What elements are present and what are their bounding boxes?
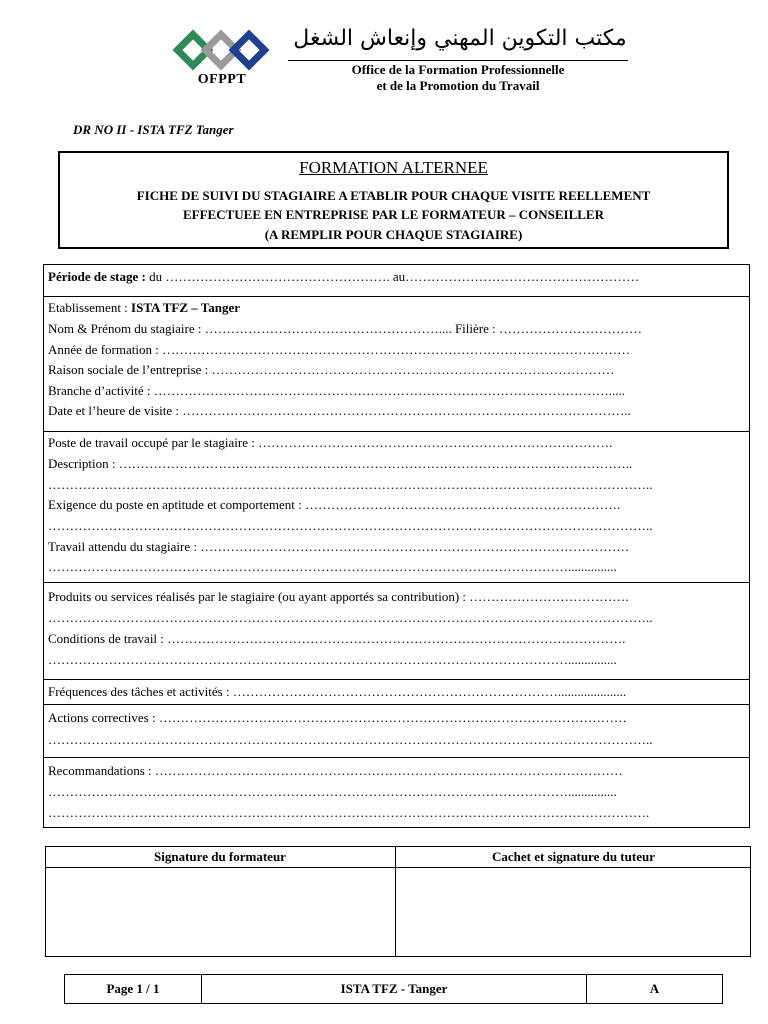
section-etablissement bbox=[44, 297, 749, 432]
description-field[interactable]: Description : ……………………………………………………………………………………………………….. bbox=[48, 456, 633, 471]
recommandations-field[interactable]: Recommandations : ……………………………………………………………………………………………… bbox=[48, 763, 623, 778]
branche-field[interactable]: Branche d’activité : ……………………………………………………………………………………………..... bbox=[48, 383, 626, 398]
produits-field[interactable]: Produits ou services réalisés par le stagiaire (ou ayant apportés sa contribution) : ………………………………. bbox=[48, 589, 629, 604]
title-box bbox=[58, 151, 729, 249]
actions-continuation[interactable]: ………………………………………………………………………………………………………………………….. bbox=[48, 732, 653, 747]
etab-value: ISTA TFZ – Tanger bbox=[131, 300, 241, 315]
section-actions bbox=[44, 705, 749, 758]
form-box bbox=[43, 264, 750, 828]
raison-field[interactable]: Raison sociale de l’entreprise : ………………………………………………………………………………… bbox=[48, 362, 615, 377]
recommandations-continuation-2[interactable]: …………………………………………………………………………………………………………………………. bbox=[48, 805, 650, 820]
footer-school: ISTA TFZ - Tanger bbox=[340, 981, 448, 996]
title-main: FORMATION ALTERNEE bbox=[299, 158, 488, 177]
description-continuation[interactable]: ………………………………………………………………………………………………………………………….. bbox=[48, 477, 653, 492]
recommandations-continuation-1[interactable]: …………………………………………………………………………………………………………............... bbox=[48, 784, 617, 799]
section-periode bbox=[44, 265, 749, 297]
office-line-1: Office de la Formation Professionnelle bbox=[351, 62, 565, 77]
section-recommandations bbox=[44, 758, 749, 828]
periode-label: Période de stage : bbox=[48, 269, 146, 284]
exigence-continuation[interactable]: ………………………………………………………………………………………………………………………….. bbox=[48, 518, 653, 533]
conditions-continuation[interactable]: …………………………………………………………………………………………………………............... bbox=[48, 652, 617, 667]
signature-formateur-label: Signature du formateur bbox=[154, 849, 286, 864]
frequences-field[interactable]: Fréquences des tâches et activités : …………………………………………………………………..................... bbox=[48, 684, 627, 699]
produits-continuation[interactable]: ………………………………………………………………………………………………………………………….. bbox=[48, 610, 653, 625]
periode-dots: du ……………………………………………. au……………………………………………… bbox=[145, 269, 640, 284]
section-produits bbox=[44, 583, 749, 680]
periode-field[interactable] bbox=[48, 268, 745, 286]
signature-formateur-area[interactable] bbox=[46, 868, 394, 956]
title-line-2: EFFECTUEE EN ENTREPRISE PAR LE FORMATEUR – CONSEILLER bbox=[183, 207, 604, 222]
signature-tuteur-area[interactable] bbox=[397, 868, 750, 956]
title-line-3: (A REMPLIR POUR CHAQUE STAGIAIRE) bbox=[264, 227, 523, 242]
conditions-field[interactable]: Conditions de travail : ……………………………………………………………………………………………. bbox=[48, 631, 626, 646]
nom-field[interactable]: Nom & Prénom du stagiaire : ……………………………………………….... Filière : …………………………… bbox=[48, 321, 642, 336]
etablissement-field bbox=[48, 299, 745, 317]
header-divider bbox=[288, 60, 628, 61]
footer-table bbox=[64, 974, 723, 1004]
actions-field[interactable]: Actions correctives : ……………………………………………………………………………………………… bbox=[48, 710, 627, 725]
exigence-field[interactable]: Exigence du poste en aptitude et comportement : ………………………………………………………………. bbox=[48, 497, 621, 512]
poste-field[interactable]: Poste de travail occupé par le stagiaire : ………………………………………………………………………. bbox=[48, 435, 613, 450]
logo-text: OFPPT bbox=[197, 72, 247, 87]
annee-field[interactable]: Année de formation : ……………………………………………………………………………………………… bbox=[48, 342, 631, 357]
footer-page: Page 1 / 1 bbox=[106, 981, 160, 996]
travail-continuation[interactable]: …………………………………………………………………………………………………………............... bbox=[48, 559, 617, 574]
office-line-2: et de la Promotion du Travail bbox=[376, 78, 540, 93]
travail-field[interactable]: Travail attendu du stagiaire : ……………………………………………………………………………………… bbox=[48, 539, 630, 554]
dr-line: DR NO II - ISTA TFZ Tanger bbox=[73, 122, 234, 137]
footer-version: A bbox=[649, 981, 660, 996]
etab-label: Etablissement : bbox=[48, 300, 132, 315]
arabic-title: مكتب التكوين المهني وإنعاش الشغل bbox=[293, 26, 627, 51]
section-frequences bbox=[44, 680, 749, 705]
date-field[interactable]: Date et l’heure de visite : ………………………………………………………………………………………….. bbox=[48, 403, 631, 418]
section-poste bbox=[44, 432, 749, 583]
signature-tuteur-label: Cachet et signature du tuteur bbox=[492, 849, 655, 864]
title-line-1: FICHE DE SUIVI DU STAGIAIRE A ETABLIR POUR CHAQUE VISITE REELLEMENT bbox=[136, 188, 651, 203]
